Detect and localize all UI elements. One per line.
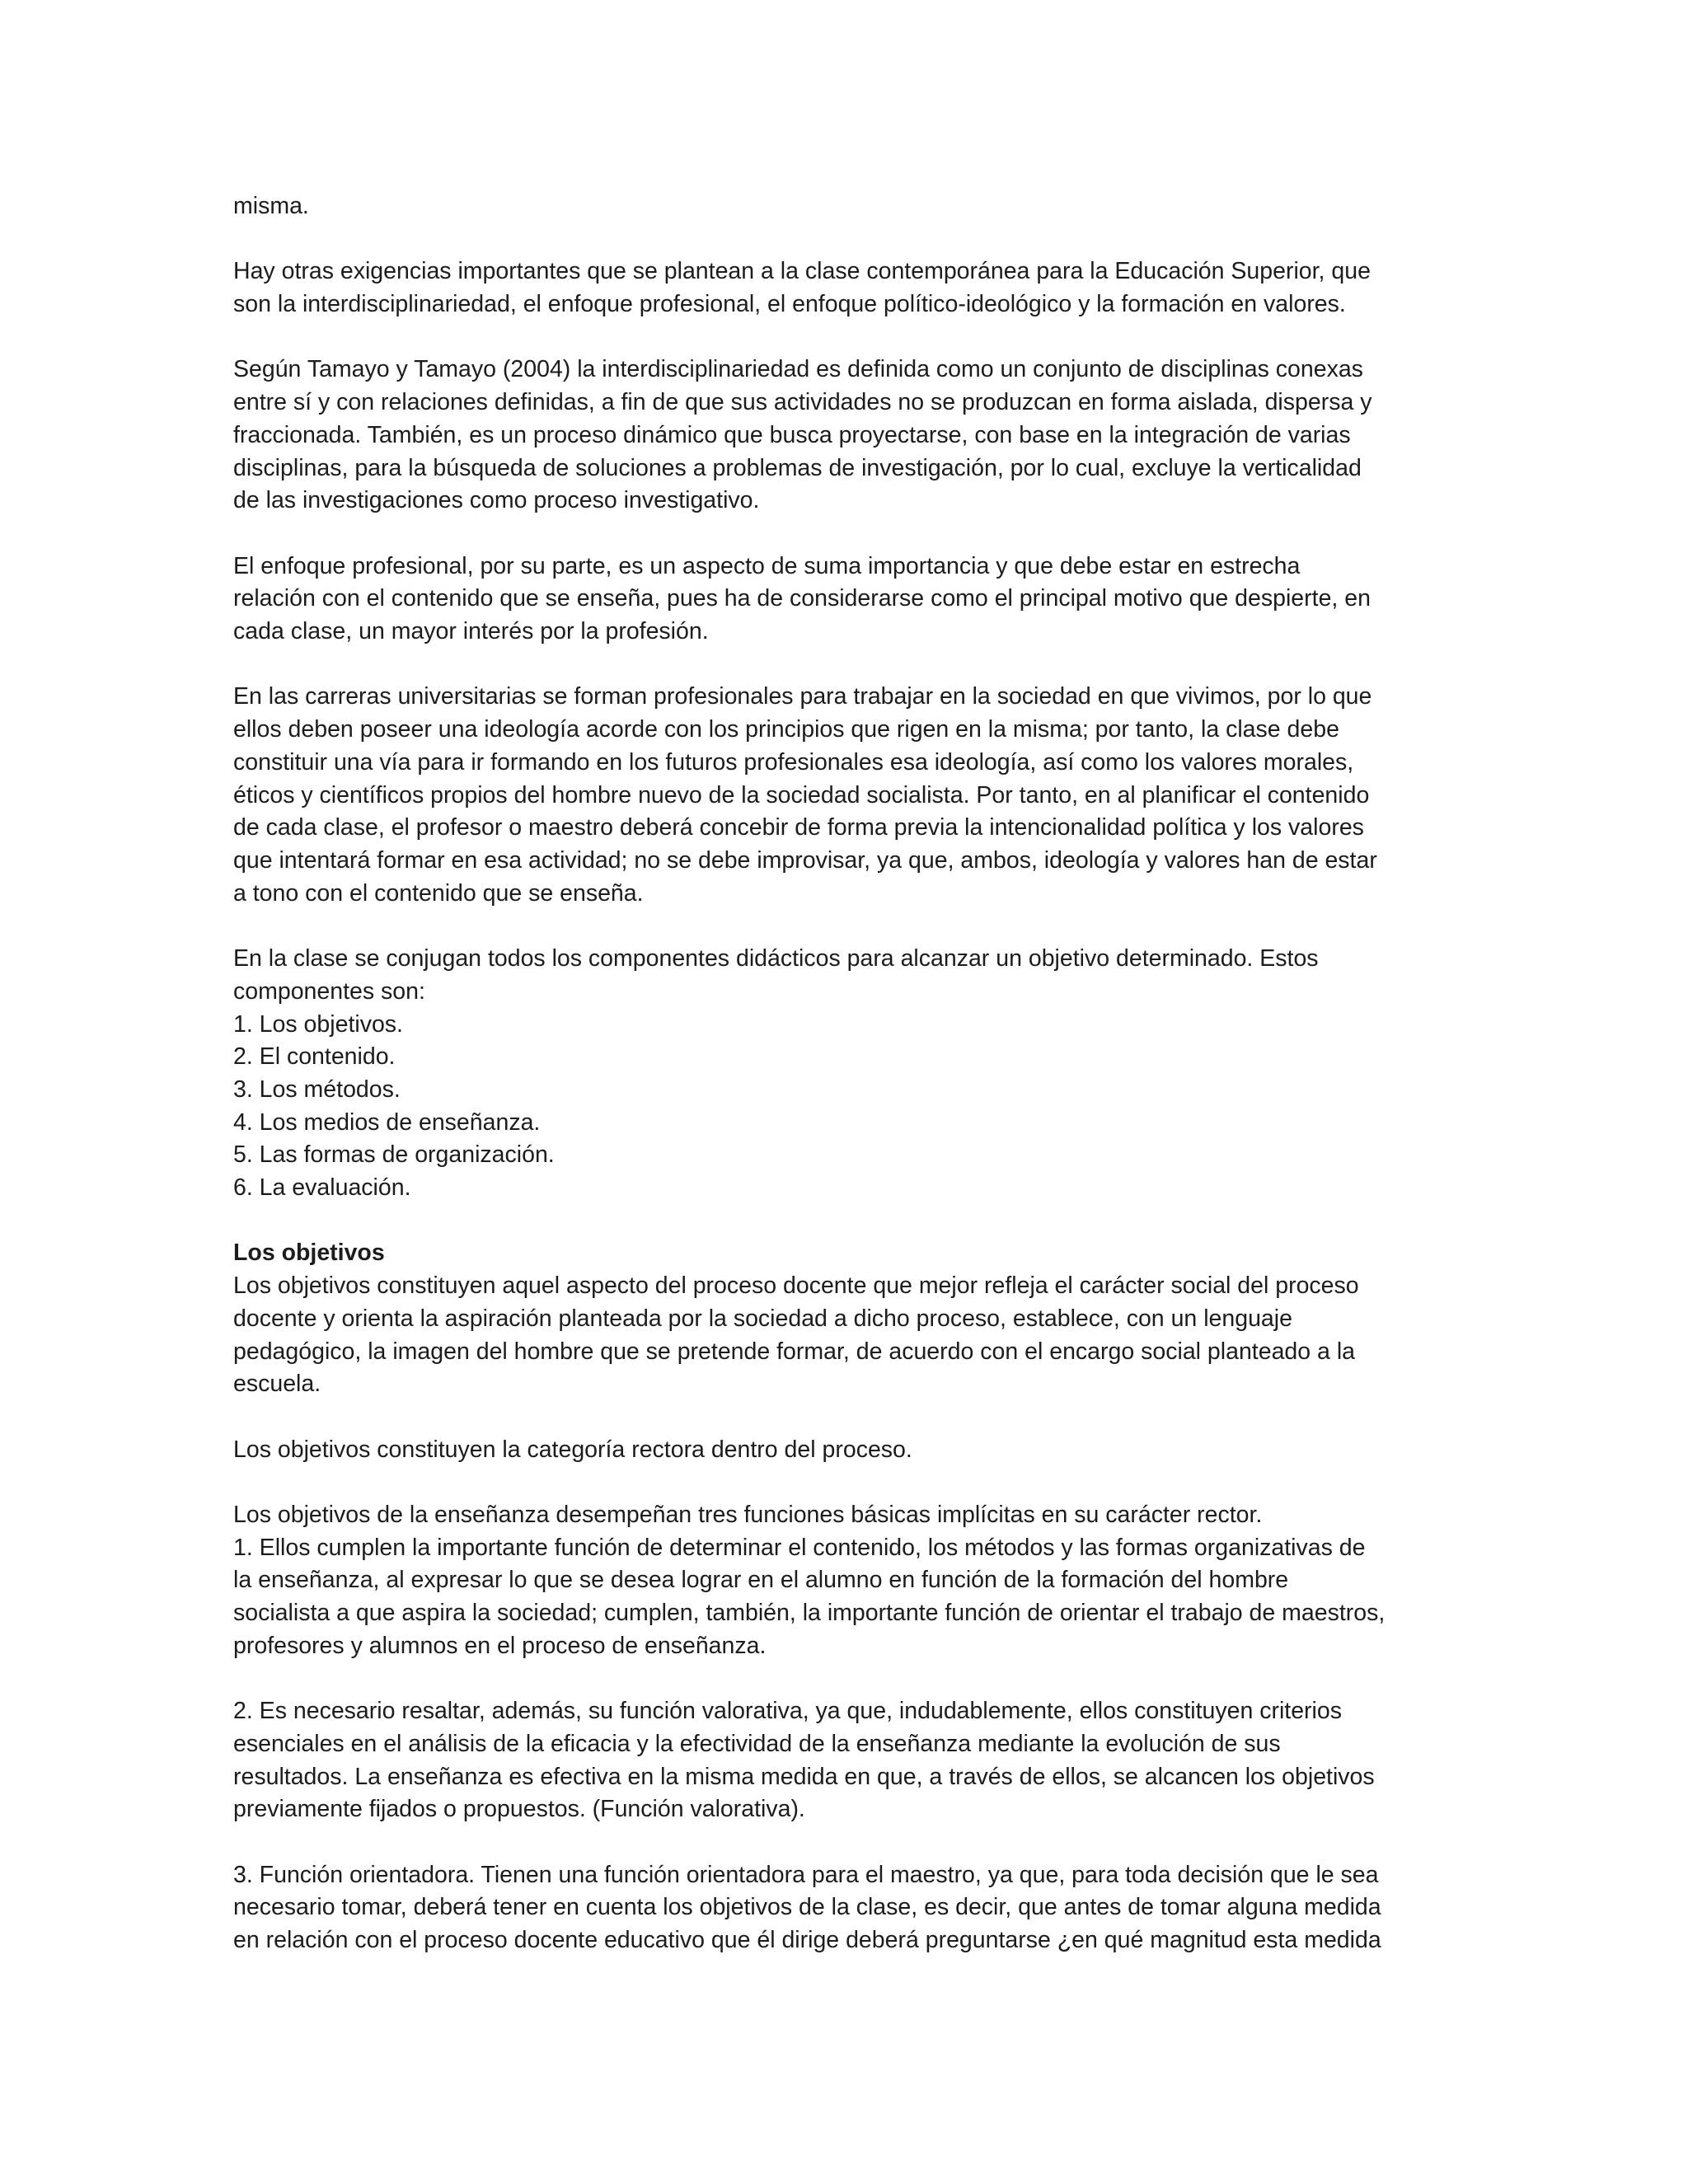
- text-line: misma.: [233, 193, 309, 219]
- text-line: a tono con el contenido que se enseña.: [233, 879, 644, 907]
- text-line: 3. Los métodos.: [233, 1076, 401, 1103]
- text-line: entre sí y con relaciones definidas, a fin de que sus actividades no se produzcan en forma aislada, dispersa y: [233, 389, 1372, 416]
- text-line: Según Tamayo y Tamayo (2004) la interdisciplinariedad es definida como un conjunto de disciplinas conexas: [233, 356, 1363, 383]
- text-line: 5. Las formas de organización.: [233, 1141, 555, 1169]
- text-line: disciplinas, para la búsqueda de soluciones a problemas de investigación, por lo cual, excluye la verticalidad: [233, 454, 1362, 481]
- text-line: El enfoque profesional, por su parte, es un aspecto de suma importancia y que debe estar en estrecha: [233, 552, 1301, 579]
- text-line: 1. Los objetivos.: [233, 1010, 403, 1038]
- text-line: 2. El contenido.: [233, 1043, 396, 1071]
- section-heading: Los objetivos: [233, 1240, 385, 1267]
- text-line: cada clase, un mayor interés por la profesión.: [233, 618, 709, 645]
- text-line: de las investigaciones como proceso investigativo.: [233, 487, 760, 514]
- text-line: que intentará formar en esa actividad; no se debe improvisar, ya que, ambos, ideología y valores han de estar: [233, 847, 1377, 874]
- text-line: componentes son:: [233, 977, 425, 1005]
- text-line: éticos y científicos propios del hombre nuevo de la sociedad socialista. Por tanto, en al planificar el contenido: [233, 781, 1370, 808]
- text-line: esenciales en el análisis de la eficacia y la efectividad de la enseñanza mediante la evolución de sus: [233, 1730, 1281, 1757]
- paragraph: [233, 1859, 1470, 1957]
- text-line: constituir una vía para ir formando en los futuros profesionales esa ideología, así como los valores morales,: [233, 748, 1354, 776]
- paragraph: [233, 1434, 1470, 1467]
- text-line: necesario tomar, deberá tener en cuenta los objetivos de la clase, es decir, que antes de tomar alguna medida: [233, 1894, 1381, 1921]
- paragraph: [233, 943, 1470, 1205]
- text-line: En la clase se conjugan todos los componentes didácticos para alcanzar un objetivo determinado. Estos: [233, 945, 1319, 972]
- paragraph: [233, 255, 1470, 321]
- text-line: ellos deben poseer una ideología acorde con los principios que rigen en la misma; por tanto, la clase debe: [233, 716, 1339, 743]
- text-line: relación con el contenido que se enseña, pues ha de considerarse como el principal motivo que despierte, en: [233, 585, 1371, 612]
- text-line: 3. Función orientadora. Tienen una función orientadora para el maestro, ya que, para toda decisión que le sea: [233, 1861, 1379, 1888]
- text-line: Los objetivos de la enseñanza desempeñan tres funciones básicas implícitas en su carácter rector.: [233, 1502, 1263, 1528]
- paragraph: [233, 354, 1470, 518]
- text-line: en relación con el proceso docente educativo que él dirige deberá preguntarse ¿en qué magnitud esta medida: [233, 1927, 1381, 1954]
- document-body: [233, 190, 1470, 1957]
- text-line: son la interdisciplinariedad, el enfoque profesional, el enfoque político-ideológico y la formación en valores.: [233, 291, 1346, 318]
- paragraph: [233, 1695, 1470, 1826]
- text-line: En las carreras universitarias se forman profesionales para trabajar en la sociedad en que vivimos, por lo que: [233, 683, 1372, 710]
- text-line: Los objetivos constituyen aquel aspecto del proceso docente que mejor refleja el carácter social del proceso: [233, 1272, 1359, 1300]
- paragraph: [233, 190, 1470, 223]
- text-line: fraccionada. También, es un proceso dinámico que busca proyectarse, con base en la integración de varias: [233, 421, 1351, 448]
- text-line: Los objetivos constituyen la categoría rectora dentro del proceso.: [233, 1436, 912, 1463]
- paragraph: [233, 551, 1470, 649]
- text-line: docente y orienta la aspiración planteada por la sociedad a dicho proceso, establece, con un lenguaje: [233, 1305, 1292, 1332]
- section: [233, 1237, 1470, 1401]
- text-line: 6. La evaluación.: [233, 1174, 411, 1202]
- text-line: resultados. La enseñanza es efectiva en la misma medida en que, a través de ellos, se alcancen los objetivos: [233, 1763, 1375, 1790]
- paragraph: [233, 681, 1470, 910]
- text-line: de cada clase, el profesor o maestro deberá concebir de forma previa la intencionalidad política y los valores: [233, 814, 1364, 841]
- text-line: la enseñanza, al expresar lo que se desea lograr en el alumno en función de la formación del hombre: [233, 1567, 1289, 1594]
- text-line: 1. Ellos cumplen la importante función de determinar el contenido, los métodos y las formas organizativas de: [233, 1534, 1366, 1561]
- text-line: pedagógico, la imagen del hombre que se pretende formar, de acuerdo con el encargo social planteado a la: [233, 1338, 1356, 1365]
- text-line: 2. Es necesario resaltar, además, su función valorativa, ya que, indudablemente, ellos constituyen criterios: [233, 1698, 1342, 1725]
- text-line: escuela.: [233, 1371, 321, 1398]
- text-line: 4. Los medios de enseñanza.: [233, 1108, 541, 1136]
- text-line: socialista a que aspira la sociedad; cumplen, también, la importante función de orientar el trabajo de maestros,: [233, 1600, 1386, 1627]
- text-line: previamente fijados o propuestos. (Función valorativa).: [233, 1796, 805, 1823]
- text-line: profesores y alumnos en el proceso de enseñanza.: [233, 1632, 767, 1659]
- paragraph: [233, 1499, 1470, 1663]
- text-line: Hay otras exigencias importantes que se plantean a la clase contemporánea para la Educación Superior, que: [233, 258, 1371, 285]
